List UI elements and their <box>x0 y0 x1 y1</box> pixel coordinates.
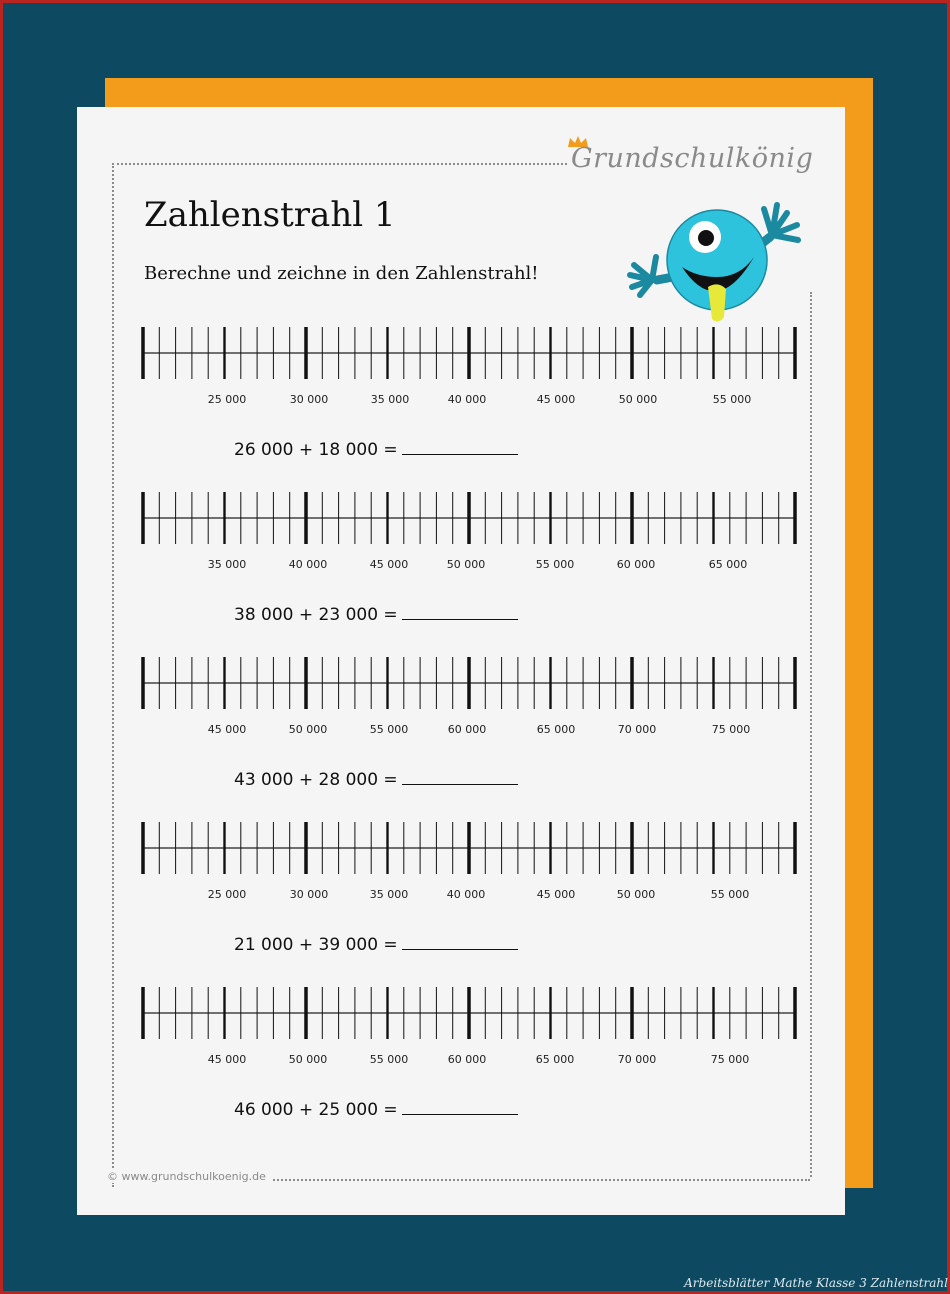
dotted-border-bottom <box>270 1179 810 1181</box>
tick-label: 40 000 <box>288 558 328 571</box>
number-line <box>141 985 797 1041</box>
image-caption: Arbeitsblätter Mathe Klasse 3 Zahlenstrahl <box>684 1276 948 1290</box>
exercise-5 <box>77 985 845 1125</box>
tick-label: 45 000 <box>369 558 409 571</box>
dotted-border-top <box>112 163 567 165</box>
page-title: Zahlenstrahl 1 <box>144 195 396 235</box>
number-line <box>141 325 797 381</box>
tick-label: 35 000 <box>369 888 409 901</box>
tick-label: 55 000 <box>369 1053 409 1066</box>
tick-label: 75 000 <box>711 723 751 736</box>
tick-label: 45 000 <box>207 1053 247 1066</box>
tick-label: 55 000 <box>710 888 750 901</box>
tick-label: 35 000 <box>370 393 410 406</box>
tick-label: 25 000 <box>207 393 247 406</box>
tick-label: 40 000 <box>446 888 486 901</box>
equation-text: 38 000 + 23 000 = <box>234 605 398 625</box>
exercise-1 <box>77 325 845 465</box>
equation <box>234 440 518 460</box>
equation-text: 26 000 + 18 000 = <box>234 440 398 460</box>
equation <box>234 935 518 955</box>
tick-label: 70 000 <box>617 1053 657 1066</box>
tick-label: 50 000 <box>618 393 658 406</box>
number-line <box>141 820 797 876</box>
footer-copyright: © www.grundschulkoenig.de <box>107 1170 272 1183</box>
tick-label: 55 000 <box>535 558 575 571</box>
tick-label: 50 000 <box>616 888 656 901</box>
answer-blank[interactable] <box>402 1114 518 1115</box>
tick-label: 65 000 <box>535 1053 575 1066</box>
tick-label: 50 000 <box>288 723 328 736</box>
exercise-3 <box>77 655 845 795</box>
exercise-4 <box>77 820 845 960</box>
tick-label: 65 000 <box>708 558 748 571</box>
tick-label: 60 000 <box>616 558 656 571</box>
worksheet-page <box>77 107 845 1215</box>
answer-blank[interactable] <box>402 619 518 620</box>
tick-label: 50 000 <box>288 1053 328 1066</box>
tick-label: 60 000 <box>447 1053 487 1066</box>
equation <box>234 1100 518 1120</box>
tick-label: 40 000 <box>447 393 487 406</box>
exercise-2 <box>77 490 845 630</box>
tick-label: 70 000 <box>617 723 657 736</box>
brand-logo: Grundschulkönig <box>571 143 814 174</box>
tick-label: 35 000 <box>207 558 247 571</box>
tick-label: 45 000 <box>536 393 576 406</box>
number-line <box>141 655 797 711</box>
equation <box>234 605 518 625</box>
tick-label: 30 000 <box>289 393 329 406</box>
tick-label: 50 000 <box>446 558 486 571</box>
answer-blank[interactable] <box>402 949 518 950</box>
answer-blank[interactable] <box>402 454 518 455</box>
number-line <box>141 490 797 546</box>
tick-label: 30 000 <box>289 888 329 901</box>
equation <box>234 770 518 790</box>
tick-label: 25 000 <box>207 888 247 901</box>
tick-label: 75 000 <box>710 1053 750 1066</box>
monster-mascot-icon <box>622 195 802 335</box>
tick-label: 55 000 <box>712 393 752 406</box>
equation-text: 43 000 + 28 000 = <box>234 770 398 790</box>
answer-blank[interactable] <box>402 784 518 785</box>
tick-label: 45 000 <box>207 723 247 736</box>
equation-text: 21 000 + 39 000 = <box>234 935 398 955</box>
equation-text: 46 000 + 25 000 = <box>234 1100 398 1120</box>
tick-label: 60 000 <box>447 723 487 736</box>
instruction-text: Berechne und zeichne in den Zahlenstrahl! <box>144 263 539 284</box>
tick-label: 55 000 <box>369 723 409 736</box>
tick-label: 65 000 <box>536 723 576 736</box>
tick-label: 45 000 <box>536 888 576 901</box>
